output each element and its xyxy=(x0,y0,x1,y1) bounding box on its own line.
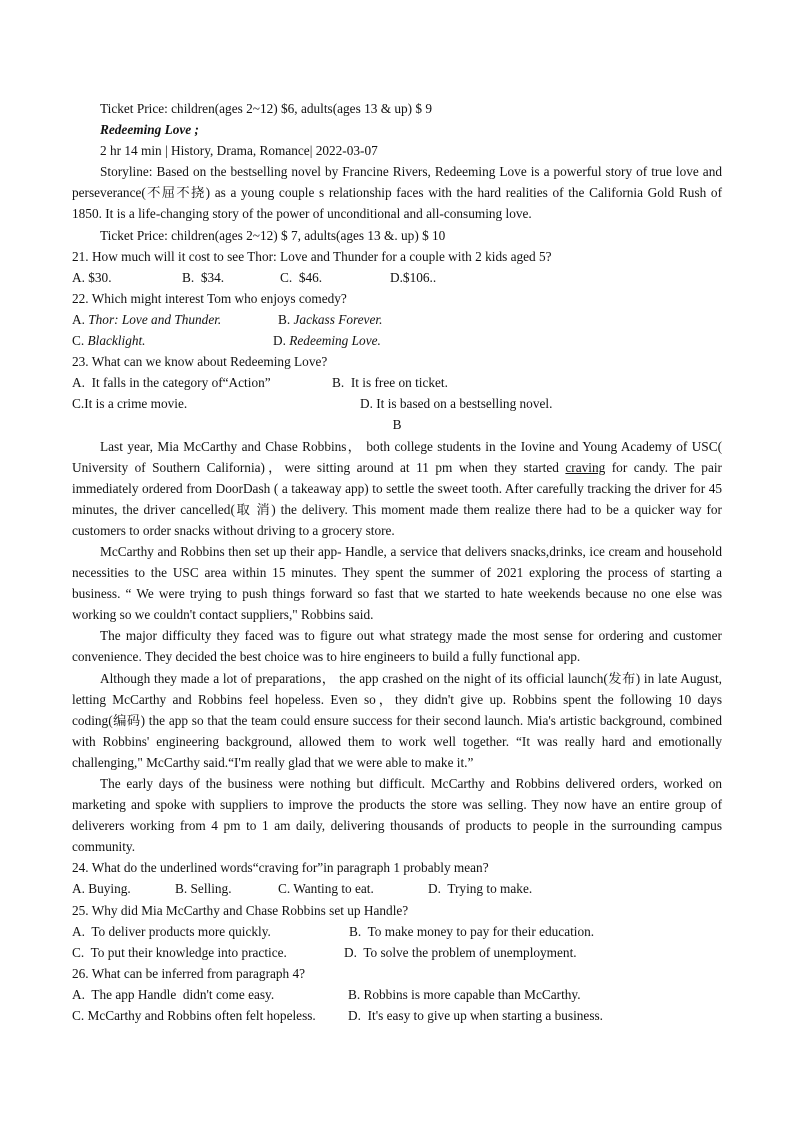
option-d: D. It is based on a bestselling novel. xyxy=(360,396,553,412)
question-24-options xyxy=(72,878,722,899)
option-b: B. Selling. xyxy=(175,881,232,897)
underlined-word: craving xyxy=(565,459,606,475)
passage-paragraph-5: The early days of the business were nothing but difficult. McCarthy and Robbins delivered orders, worked on marketing and spoke with suppliers to improve the products the store was selling. They now have an entire group of deliverers working from 4 pm to 1 am daily, delivering thousands of products to people in the surrounding campus community. xyxy=(72,776,722,855)
option-a: A. To deliver products more quickly. xyxy=(72,923,271,939)
option-b: B. Robbins is more capable than McCarthy. xyxy=(348,986,581,1002)
option-d: D. It's easy to give up when starting a business. xyxy=(348,1008,603,1024)
question-21-options xyxy=(72,267,722,288)
option-c: C.It is a crime movie. xyxy=(72,396,188,412)
question-26-options-row2 xyxy=(72,1005,722,1026)
option-d: D. Redeeming Love. xyxy=(273,333,381,349)
question-22-stem: 22. Which might interest Tom who enjoys comedy? xyxy=(72,290,347,306)
question-21-stem: 21. How much will it cost to see Thor: Love and Thunder for a couple with 2 kids aged 5? xyxy=(72,248,552,264)
option-a: A. $30. xyxy=(72,269,112,285)
question-23-stem: 23. What can we know about Redeeming Love? xyxy=(72,354,328,370)
question-26-options-row1 xyxy=(72,984,722,1005)
section-b-heading: B xyxy=(392,417,402,433)
option-a: A. Thor: Love and Thunder. xyxy=(72,311,222,327)
question-22-options-row2 xyxy=(72,330,722,351)
ticket-price-previous: Ticket Price: children(ages 2~12) $6, adults(ages 13 & up) $ 9 xyxy=(100,101,433,116)
passage-paragraph-2: McCarthy and Robbins then set up their app- Handle, a service that delivers snacks,drinks, ice cream and household necessities to the USC area within 15 minutes. They spent the summer of 2021 exploring the process of starting a business. “ We were trying to push things forward so fast that we started to hate weekends because no one else was working so we couldn't contact suppliers," Robbins said. xyxy=(72,543,722,623)
option-b: B. $34. xyxy=(182,269,225,285)
option-c: C. Wanting to eat. xyxy=(278,881,374,897)
passage-paragraph-1: Last year, Mia McCarthy and Chase Robbins， both college students in the Iovine and Young Academy of USC( University of Southern California)，were sitting around at 11 pm when they started craving for candy. The pair immediately ordered from DoorDash ( a takeaway app) to settle the sweet tooth. After carefully tracking the driver for 45 minutes, the driver cancelled(取 消) the delivery. This moment made them realize there had to be a quicker way for customers to order snacks without driving to a grocery store. xyxy=(72,438,722,538)
question-26-stem: 26. What can be inferred from paragraph 4? xyxy=(72,965,306,981)
option-c: C. McCarthy and Robbins often felt hopeless. xyxy=(72,1008,316,1024)
option-a: A. Buying. xyxy=(72,881,131,897)
passage-paragraph-4: Although they made a lot of preparations， the app crashed on the night of its official launch(发布) in late August, letting McCarthy and Robbins feel hopeless. Even so，they didn't give up. Robbins spent the following 10 days coding(编码) the app so that the team could ensure success for their second launch. Mia's artistic background, combined with Robbins' engineering background, allowed them to work well together. “It was really hard and emotionally challenging," McCarthy said.“I'm really glad that we were able to make it.” xyxy=(72,670,722,770)
option-b: B. Jackass Forever. xyxy=(278,311,383,327)
question-25-options-row1 xyxy=(72,921,722,942)
movie-info: 2 hr 14 min | History, Drama, Romance| 2022-03-07 xyxy=(100,143,378,159)
movie-storyline: Storyline: Based on the bestselling novel by Francine Rivers, Redeeming Love is a powerful story of true love and perseverance(不屈不挠) as a young couple s relationship faces with the hard realities of the California Gold Rush of 1850. It is a life-changing story of the power of unconditional and all-consuming love. xyxy=(72,164,722,222)
question-23-options-row1 xyxy=(72,372,722,393)
document-page xyxy=(72,98,722,1026)
option-d: D.$106.. xyxy=(390,269,437,285)
option-c: C. Blacklight. xyxy=(72,333,146,349)
ticket-price: Ticket Price: children(ages 2~12) $ 7, adults(ages 13 &. up) $ 10 xyxy=(100,227,446,243)
question-24-stem: 24. What do the underlined words“craving for”in paragraph 1 probably mean? xyxy=(72,860,489,876)
passage-paragraph-3: The major difficulty they faced was to figure out what strategy made the most sense for ordering and customer convenience. They decided the best choice was to hire engineers to build a fully functional app. xyxy=(72,628,722,665)
question-22-options-row1 xyxy=(72,309,722,330)
question-25-stem: 25. Why did Mia McCarthy and Chase Robbins set up Handle? xyxy=(72,902,409,918)
question-23-options-row2 xyxy=(72,393,722,414)
question-25-options-row2 xyxy=(72,942,722,963)
movie-title-redeeming-love: Redeeming Love ; xyxy=(100,122,199,138)
option-b: B. It is free on ticket. xyxy=(332,375,448,391)
option-d: D. Trying to make. xyxy=(428,881,533,897)
option-d: D. To solve the problem of unemployment. xyxy=(344,944,577,960)
option-a: A. The app Handle didn't come easy. xyxy=(72,986,275,1002)
option-a: A. It falls in the category of“Action” xyxy=(72,375,271,391)
option-c: C. To put their knowledge into practice. xyxy=(72,944,287,960)
option-b: B. To make money to pay for their education. xyxy=(349,923,595,939)
option-c: C. $46. xyxy=(280,269,323,285)
